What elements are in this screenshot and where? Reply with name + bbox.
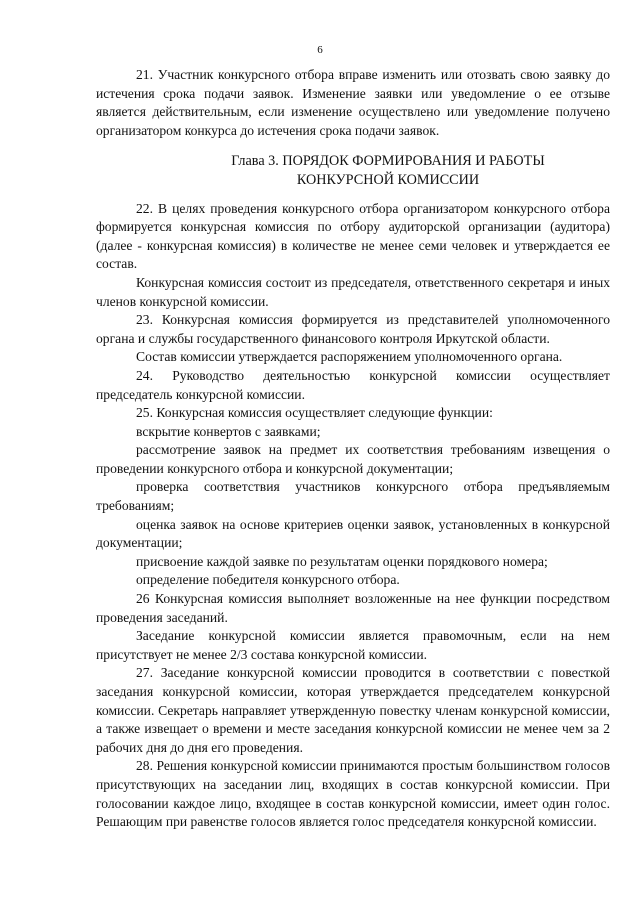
function-item: рассмотрение заявок на предмет их соответствия требованиям извещения о проведении конкурсного отбора и конкурсной документации; [96,442,610,476]
paragraph-commission-composition: Конкурсная комиссия состоит из председателя, ответственного секретаря и иных членов конкурсной комиссии. [96,274,610,309]
paragraph-quorum: Заседание конкурсной комиссии является правомочным, если на нем присутствует не менее 2/3 состава конкурсной комиссии. [96,628,610,662]
function-item: вскрытие конвертов с заявками; [136,423,321,439]
paragraph-commission-approval: Состав комиссии утверждается распоряжением уполномоченного органа. [136,349,563,365]
paragraph-21: 21. Участник конкурсного отбора вправе изменить или отозвать свою заявку до истечения срока подачи заявок. Изменение заявки или уведомление о ее отзыве является действительным, если изменение осуществлено или уведомление получено организатором конкурса до истечения срока подачи заявок. [96,67,610,138]
paragraph-24: 24. Руководство деятельностью конкурсной комиссии осуществляет председатель конкурсной комиссии. [96,367,610,402]
paragraph-28: 28. Решения конкурсной комиссии принимаются простым большинством голосов присутствующих на заседании лиц, входящих в состав конкурсной комиссии. При голосовании каждое лицо, входящее в состав конкурсной комиссии, имеет один голос. Решающим при равенстве голосов является голос председателя конкурсной комиссии. [96,758,610,830]
function-item: определение победителя конкурсного отбора. [136,572,400,588]
page-number: 6 [317,44,323,56]
paragraph-27: 27. Заседание конкурсной комиссии проводится в соответствии с повесткой заседания конкурсной комиссии, которая утверждается председателем конкурсной комиссии. Секретарь направляет утвержденную повестку членам конкурсной комиссии, а также извещает о времени и месте заседания конкурсной комиссии не менее чем за 2 рабочих дня до дня его проведения. [96,665,610,755]
function-item: присвоение каждой заявке по результатам оценки порядкового номера; [136,553,548,569]
paragraph-22: 22. В целях проведения конкурсного отбора организатором конкурсного отбора формируется конкурсная комиссия по отбору аудиторской организации (аудитора) (далее - конкурсная комиссия) в количестве не менее семи человек и утверждается ее состав. [96,200,610,272]
chapter-heading-line-2: КОНКУРСНОЙ КОМИССИИ [296,171,480,188]
paragraph-23: 23. Конкурсная комиссия формируется из представителей уполномоченного органа и службы государственного финансового контроля Иркутской области. [96,312,610,346]
paragraph-26: 26 Конкурсная комиссия выполняет возложенные на нее функции посредством проведения заседаний. [96,591,610,625]
paragraph-25: 25. Конкурсная комиссия осуществляет следующие функции: [136,405,493,421]
chapter-heading [96,152,610,189]
function-item: проверка соответствия участников конкурсного отбора предъявляемым требованиям; [96,479,610,514]
chapter-heading-line-1: Глава 3. ПОРЯДОК ФОРМИРОВАНИЯ И РАБОТЫ [231,153,545,170]
document-body [96,66,610,832]
function-item: оценка заявок на основе критериев оценки заявок, установленных в конкурсной документации; [96,516,610,551]
